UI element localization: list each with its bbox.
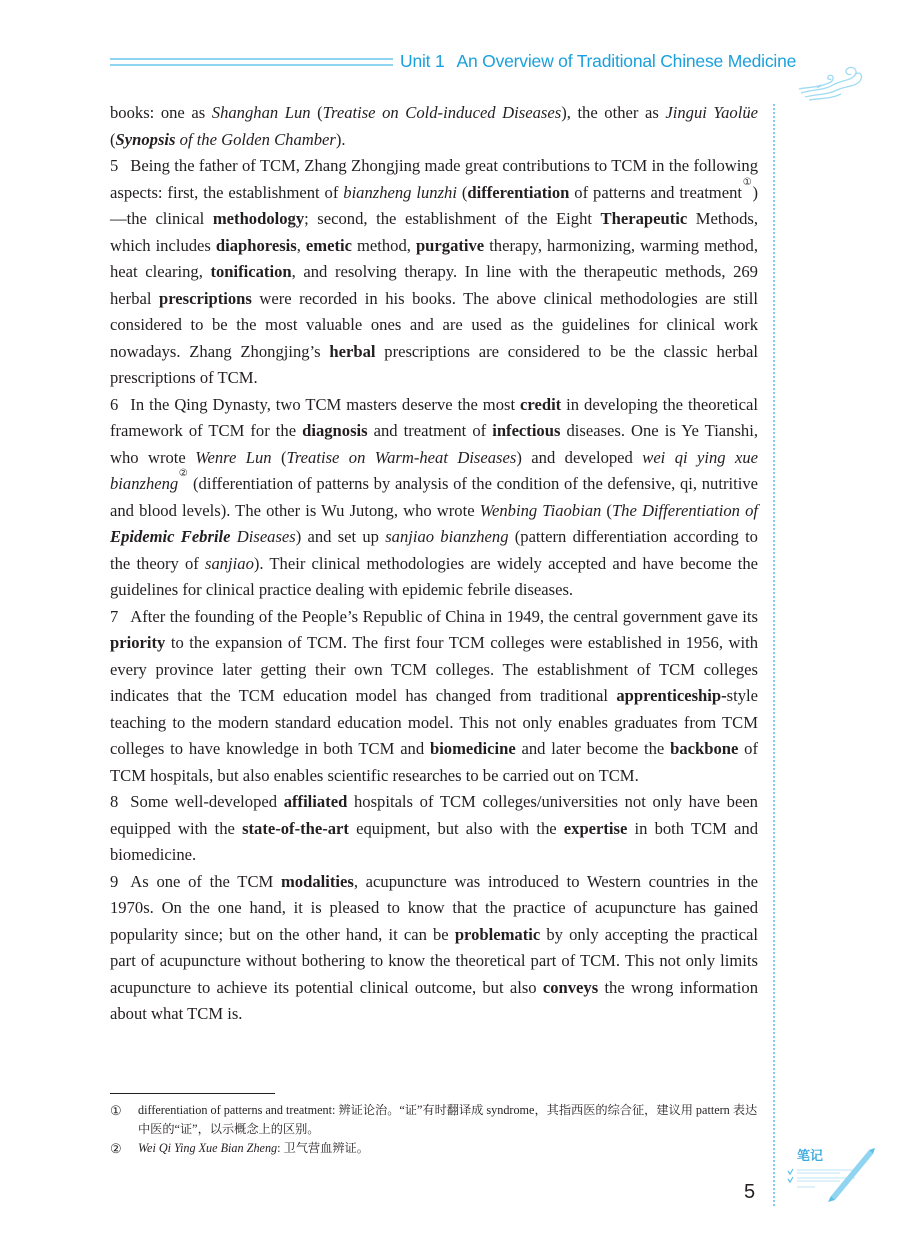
- footnotes: [110, 1101, 758, 1158]
- text-run: were recorded in his books. The above clinical methodologies are still considered to be the most valuable ones and are used as the guidelines for clinical work nowadays. Zhang Zhongjing’s: [110, 288, 759, 361]
- text-run: ; second, the establishment of the Eight: [304, 209, 601, 228]
- paragraph-number: 7: [110, 606, 119, 626]
- paragraph-number: 9: [110, 871, 119, 891]
- bold-term: conveys: [542, 977, 599, 997]
- text-run: differentiation of patterns and treatment: 辨证论治。“证”有时翻译成 syndrome，其指西医的综合征，建议用 pattern 表达中医的“证”，以示概念上的区别。: [138, 1103, 758, 1136]
- text-run: in both TCM and biomedicine.: [110, 818, 759, 864]
- bold-term: problematic: [454, 924, 541, 944]
- bold-italic-term: Synopsis: [115, 129, 176, 149]
- unit-title: An Overview of Traditional Chinese Medicine: [456, 51, 797, 71]
- bold-term: diagnosis: [302, 421, 368, 440]
- paragraph: [110, 153, 758, 392]
- italic-term: of the Golden Chamber: [175, 129, 336, 149]
- text-run: As one of the TCM: [130, 871, 281, 891]
- text-run: ,: [296, 235, 306, 255]
- bold-term: herbal: [329, 341, 376, 361]
- bold-term: purgative: [415, 235, 485, 255]
- notes-margin-rule: [773, 104, 775, 1206]
- text-run: hospitals of TCM colleges/universities not only have been equipped with the: [110, 792, 758, 838]
- text-run: and later become the: [515, 739, 671, 758]
- italic-term: Shanghan Lun: [211, 103, 311, 122]
- bold-term: modalities: [280, 871, 354, 891]
- text-run: (: [456, 182, 468, 202]
- italic-term: The Differentiation of: [611, 500, 758, 520]
- header-double-rule: [110, 58, 393, 66]
- bold-term: backbone: [670, 739, 739, 758]
- paragraph: [110, 392, 758, 604]
- italic-term: Treatise on Warm-heat Diseases: [286, 447, 517, 467]
- text-run: by only accepting the practical part of acupuncture without bothering to know the theoretical part of TCM. This not only limits acupuncture to achieve its potential clinical outcome, but also: [110, 924, 758, 997]
- text-run: method,: [351, 235, 416, 255]
- text-run: therapy, harmonizing, warming method, heat clearing,: [110, 235, 758, 281]
- footnote-mark: ①: [110, 1103, 122, 1118]
- bold-term: biomedicine: [429, 739, 516, 758]
- text-run: books: one as: [110, 103, 212, 122]
- italic-term: wei qi ying xue bianzheng: [110, 447, 759, 493]
- text-run: in developing the theoretical framework of TCM for the: [110, 394, 758, 440]
- notes-pen-icon: [785, 1140, 875, 1210]
- text-run: equipment, but also with the: [348, 818, 564, 838]
- bold-term: tonification: [210, 262, 292, 281]
- cloud-scroll-icon: [797, 63, 867, 101]
- text-run: : 卫气营血辨证。: [277, 1141, 369, 1155]
- bold-term: [110, 527, 231, 546]
- bold-term: emetic: [305, 235, 352, 255]
- bold-term: diaphoresis: [215, 235, 297, 255]
- footnote-mark: ②: [110, 1141, 122, 1156]
- bold-term: expertise: [563, 818, 628, 838]
- text-run: diseases. One is Ye Tianshi, who wrote: [110, 421, 758, 467]
- bold-italic-term: Epidemic Febrile: [110, 527, 231, 546]
- paragraph: [110, 789, 758, 869]
- italic-term: Wenre Lun: [195, 447, 272, 467]
- text-run: of TCM hospitals, but also enables scientific researches to be carried out on TCM.: [110, 739, 758, 785]
- text-run: (: [110, 129, 116, 149]
- italic-term: Diseases: [230, 527, 296, 546]
- bold-term: affiliated: [283, 792, 348, 811]
- footnote-text: [138, 1101, 758, 1139]
- notes-badge-label: 笔记: [797, 1149, 824, 1164]
- text-run: )—the clinical: [110, 182, 758, 228]
- text-run: In the Qing Dynasty, two TCM masters deserve the most: [130, 394, 521, 414]
- body-text: [110, 100, 758, 1028]
- text-run: ), the other as: [561, 103, 666, 122]
- footnote-item: [110, 1101, 758, 1139]
- bold-term: apprenticeship-: [616, 686, 727, 705]
- text-run: style teaching to the modern standard education model. This not only enables graduates from TCM colleges to have knowledge in both TCM and: [110, 686, 758, 758]
- text-run: prescriptions are considered to be the classic herbal prescriptions of TCM.: [110, 341, 758, 387]
- text-run: (: [601, 500, 612, 520]
- text-run: (pattern differentiation according to the theory of: [110, 527, 758, 573]
- text-run: , and resolving therapy. In line with the therapeutic methods, 269 herbal: [110, 262, 758, 308]
- running-header: [400, 51, 796, 72]
- italic-term: Wei Qi Ying Xue Bian Zheng: [138, 1141, 278, 1155]
- paragraph-number: 8: [110, 792, 119, 811]
- text-run: Being the father of TCM, Zhang Zhongjing made great contributions to TCM in the following aspects: first, the establishment of: [110, 156, 758, 202]
- text-run: the wrong information about what TCM is.: [110, 977, 758, 1023]
- paragraph-number: 5: [110, 156, 119, 175]
- text-run: Methods, which includes: [110, 209, 759, 255]
- paragraph-number: 6: [110, 394, 119, 414]
- bold-term: credit: [520, 394, 562, 414]
- bold-term: methodology: [212, 209, 305, 228]
- italic-term: Wenbing Tiaobian: [479, 500, 602, 520]
- text-run: Some well-developed: [130, 792, 284, 811]
- footnote-item: [110, 1139, 758, 1158]
- paragraph: [110, 604, 758, 790]
- footnote-ref[interactable]: ①: [741, 176, 753, 188]
- bold-term: state-of-the-art: [242, 818, 349, 838]
- footnote-ref[interactable]: ②: [178, 468, 189, 479]
- italic-term: bianzheng lunzhi: [343, 182, 457, 202]
- text-run: After the founding of the People’s Republic of China in 1949, the central government gave its: [130, 606, 758, 626]
- footnote-rule: [110, 1093, 275, 1094]
- bold-term: prescriptions: [159, 288, 252, 308]
- text-run: ) and developed: [516, 447, 643, 467]
- bold-term: differentiation: [467, 182, 570, 202]
- text-run: (differentiation of patterns by analysis of the condition of the defensive, qi, nutritive and blood levels). The other is Wu Jutong, who wrote: [110, 474, 758, 520]
- text-run: ) and set up: [295, 527, 386, 546]
- footnote-text: [138, 1139, 758, 1158]
- text-run: ). Their clinical methodologies are widely accepted and have become the guidelines for clinical practice dealing with epidemic febrile diseases.: [110, 553, 759, 599]
- bold-term: infectious: [492, 421, 561, 440]
- text-run: , acupuncture was introduced to Western countries in the 1970s. On the one hand, it is pleased to know that the practice of acupuncture has gained popularity since; but on the other hand, it can be: [110, 871, 759, 944]
- paragraph: [110, 100, 758, 153]
- italic-term: sanjiao bianzheng: [385, 527, 509, 546]
- page-number: 5: [744, 1181, 756, 1203]
- text-run: ).: [335, 129, 346, 149]
- text-run: and treatment of: [367, 421, 493, 440]
- italic-term: sanjiao: [205, 553, 254, 573]
- paragraph: [110, 869, 758, 1028]
- text-run: (: [310, 103, 323, 122]
- unit-label: Unit 1: [400, 51, 445, 71]
- italic-term: Treatise on Cold-induced Diseases: [322, 103, 562, 122]
- bold-term: Therapeutic: [600, 209, 688, 228]
- bold-term: [116, 130, 176, 149]
- italic-term: Jingui Yaolüe: [665, 103, 758, 122]
- text-run: (: [271, 447, 287, 467]
- text-run: to the expansion of TCM. The first four TCM colleges were established in 1956, with every province later getting their own TCM colleges. The establishment of TCM colleges indicates that the TCM education model has changed from traditional: [110, 633, 758, 705]
- text-run: of patterns and treatment: [569, 182, 742, 202]
- bold-term: priority: [110, 633, 166, 652]
